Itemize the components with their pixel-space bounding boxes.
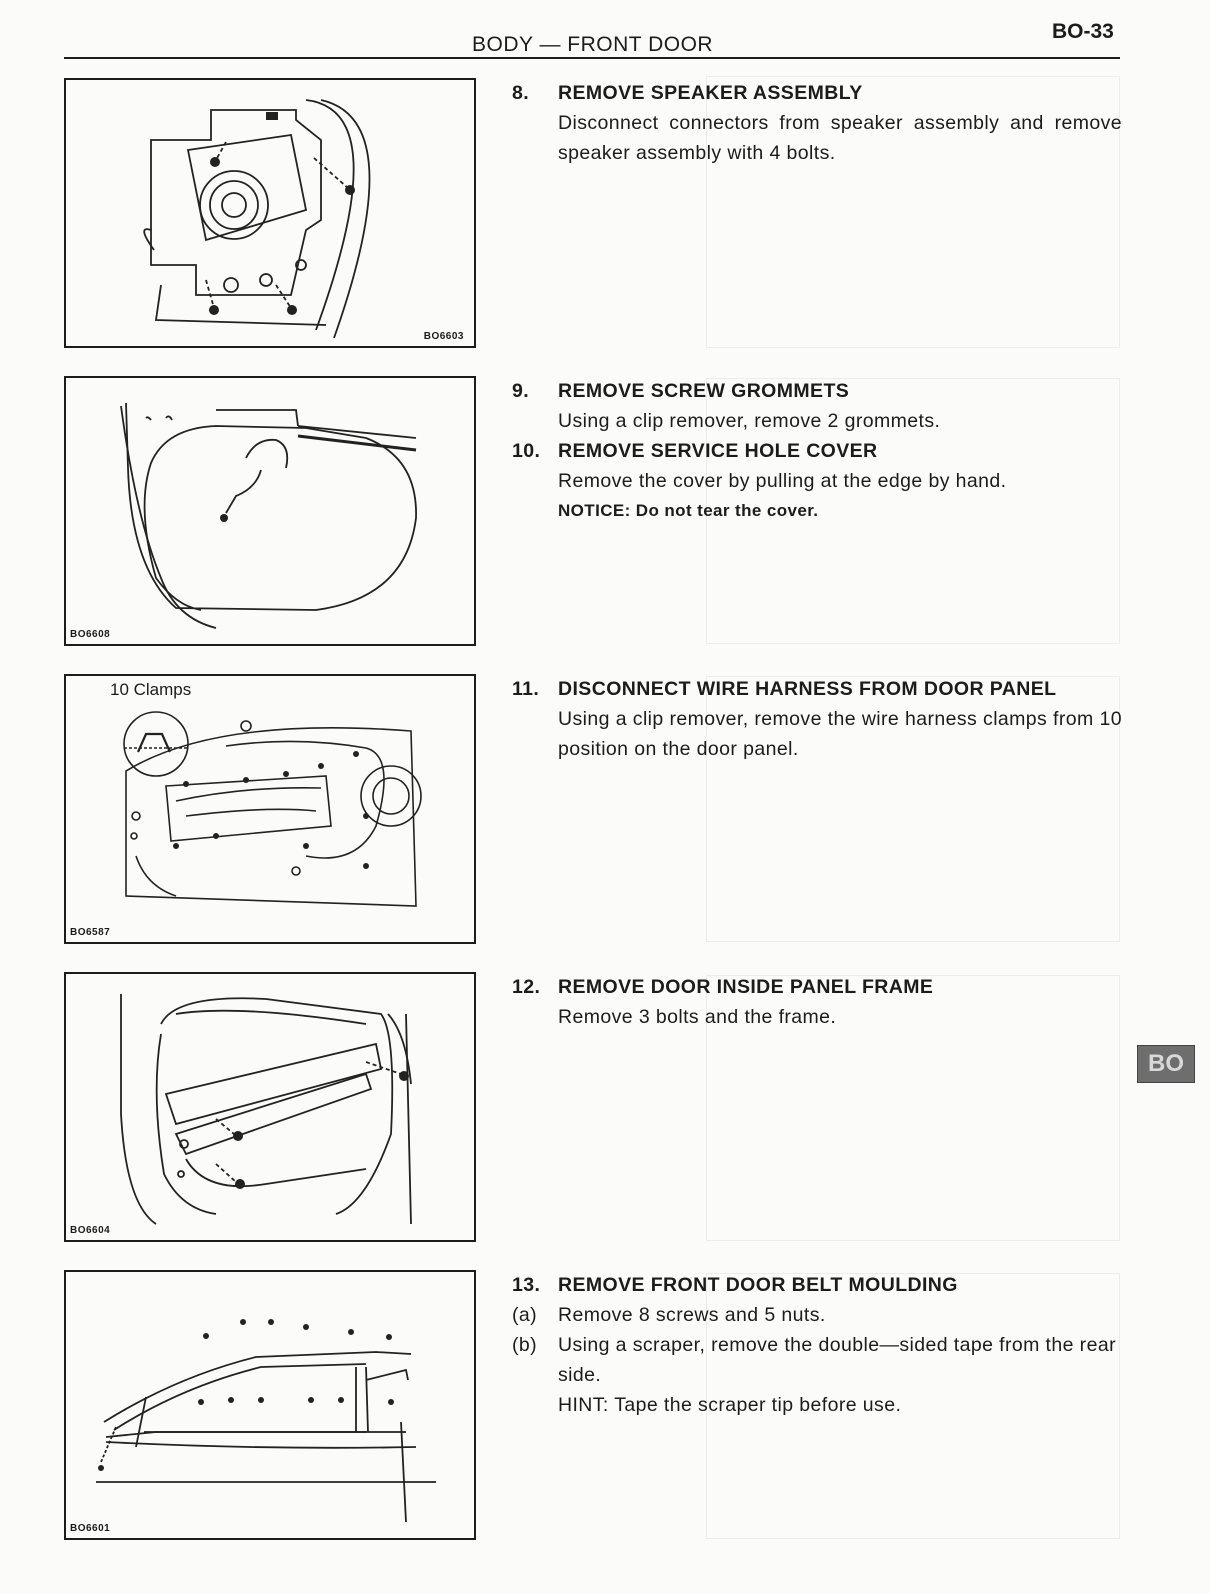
sub-step-text: Using a scraper, remove the double—sided tape from the rear side. <box>558 1334 1116 1386</box>
step-12 <box>512 972 1122 1032</box>
step-10 <box>512 436 1122 526</box>
step-instruction: Disconnect connectors from speaker assembly and remove speaker assembly with 4 bolts. <box>558 112 1122 164</box>
step-title: DISCONNECT WIRE HARNESS FROM DOOR PANEL <box>558 678 1057 700</box>
panel-frame-illustration <box>66 974 474 1240</box>
page-number: BO-33 <box>1052 20 1114 43</box>
figure-code: BO6587 <box>70 927 111 938</box>
step-instruction: Remove the cover by pulling at the edge by hand. <box>558 470 1007 492</box>
service-hole-cover-illustration <box>66 378 474 644</box>
figure-code: BO6603 <box>423 331 464 342</box>
notice-text: NOTICE: Do not tear the cover. <box>558 501 819 520</box>
sub-step-label: (b) <box>512 1334 538 1356</box>
step-number: 8. <box>512 82 530 104</box>
figure-code: BO6608 <box>70 629 111 640</box>
clamps-callout: 10 Clamps <box>110 680 192 699</box>
speaker-assembly-illustration <box>66 80 474 346</box>
figure-speaker-assembly <box>64 78 476 348</box>
step-number: 13. <box>512 1274 541 1296</box>
step-title: REMOVE FRONT DOOR BELT MOULDING <box>558 1274 958 1296</box>
figure-service-hole-cover <box>64 376 476 646</box>
sub-step-a <box>512 1300 1122 1330</box>
section-tab: BO <box>1137 1045 1195 1083</box>
header-divider <box>64 57 1120 59</box>
page-title: BODY — FRONT DOOR <box>472 33 714 56</box>
step-instruction: Using a clip remover, remove the wire harness clamps from 10 position on the door panel. <box>558 708 1122 760</box>
step-number: 10. <box>512 440 541 462</box>
sub-step-label: (a) <box>512 1304 538 1326</box>
step-title: REMOVE DOOR INSIDE PANEL FRAME <box>558 976 934 998</box>
figure-code: BO6601 <box>70 1523 111 1534</box>
step-13 <box>512 1270 1122 1420</box>
figure-wire-harness-clamps <box>64 674 476 944</box>
step-title: REMOVE SPEAKER ASSEMBLY <box>558 82 863 104</box>
hint-text: HINT: Tape the scraper tip before use. <box>558 1394 902 1416</box>
figure-code: BO6604 <box>70 1225 111 1236</box>
figure-belt-moulding <box>64 1270 476 1540</box>
wire-harness-illustration <box>66 676 474 942</box>
step-instruction: Remove 3 bolts and the frame. <box>558 1006 837 1028</box>
sub-step-text: Remove 8 screws and 5 nuts. <box>558 1304 826 1326</box>
step-number: 9. <box>512 380 530 402</box>
sub-step-b <box>512 1330 1122 1390</box>
step-title: REMOVE SERVICE HOLE COVER <box>558 440 878 462</box>
step-title: REMOVE SCREW GROMMETS <box>558 380 850 402</box>
belt-moulding-illustration <box>66 1272 474 1538</box>
figure-inside-panel-frame <box>64 972 476 1242</box>
step-11 <box>512 674 1122 764</box>
step-9 <box>512 376 1122 436</box>
step-instruction: Using a clip remover, remove 2 grommets. <box>558 410 941 432</box>
step-number: 11. <box>512 678 540 700</box>
step-8 <box>512 78 1122 168</box>
step-number: 12. <box>512 976 541 998</box>
